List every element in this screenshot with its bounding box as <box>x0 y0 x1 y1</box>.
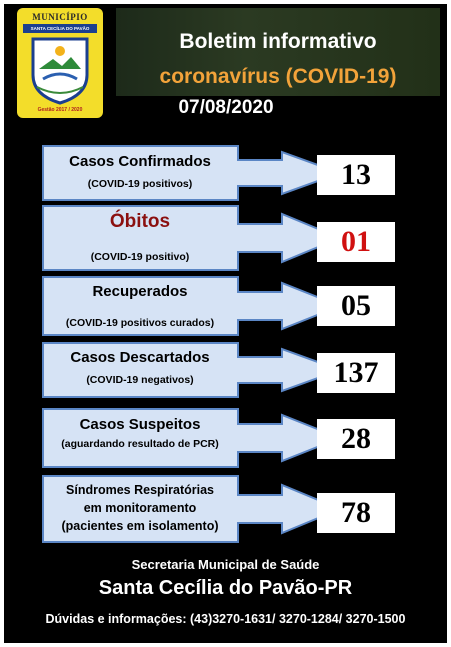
stat-detail: (COVID-19 positivo) <box>90 251 190 263</box>
stat-detail: (COVID-19 negativos) <box>86 374 194 386</box>
stat-value-recovered: 05 <box>317 286 395 326</box>
stat-row-deaths <box>42 205 338 271</box>
bulletin-date: 07/08/2020 <box>178 97 274 118</box>
stat-value-suspected: 28 <box>317 419 395 459</box>
stat-row-suspected <box>42 408 338 468</box>
city-name: Santa Cecília do Pavão-PR <box>98 577 353 599</box>
stat-row-recovered <box>42 276 338 336</box>
logo-name-text: SANTA CECÍLIA DO PAVÃO <box>23 24 97 33</box>
stat-value-deaths: 01 <box>317 222 395 262</box>
stat-row-monitoring <box>42 475 338 543</box>
stat-detail: (COVID-19 positivos) <box>87 178 193 190</box>
stat-row-confirmed <box>42 145 338 201</box>
contact-info: Dúvidas e informações: (43)3270-1631/ 3270-1284/ 3270-1500 <box>45 612 406 626</box>
header-banner <box>116 8 440 96</box>
stat-label: Óbitos <box>109 211 171 232</box>
stat-detail: (COVID-19 positivos curados) <box>65 317 215 329</box>
bulletin-subtitle: coronavírus (COVID-19) <box>159 65 397 88</box>
stat-label: Casos Suspeitos <box>79 416 201 433</box>
logo-footer-text: Gestão 2017 / 2020 <box>37 107 83 113</box>
stat-value-confirmed: 13 <box>317 155 395 195</box>
stat-value-discarded: 137 <box>317 353 395 393</box>
stat-label: Recuperados <box>92 283 188 300</box>
stat-row-discarded <box>42 342 338 398</box>
stat-label-line: em monitoramento <box>83 501 197 515</box>
bulletin-title: Boletim informativo <box>179 30 377 53</box>
stat-label: Casos Confirmados <box>69 153 211 170</box>
health-department: Secretaria Municipal de Saúde <box>131 557 320 572</box>
logo-top-text: MUNICÍPIO <box>32 12 88 22</box>
stat-label-line: Síndromes Respiratórias <box>66 483 214 497</box>
stat-label: Casos Descartados <box>70 349 210 366</box>
stat-value-monitoring: 78 <box>317 493 395 533</box>
coat-of-arms-icon <box>29 35 91 105</box>
stat-detail: (aguardando resultado de PCR) <box>61 438 219 450</box>
stat-label-line: (pacientes em isolamento) <box>61 519 219 533</box>
municipality-logo <box>17 8 103 118</box>
